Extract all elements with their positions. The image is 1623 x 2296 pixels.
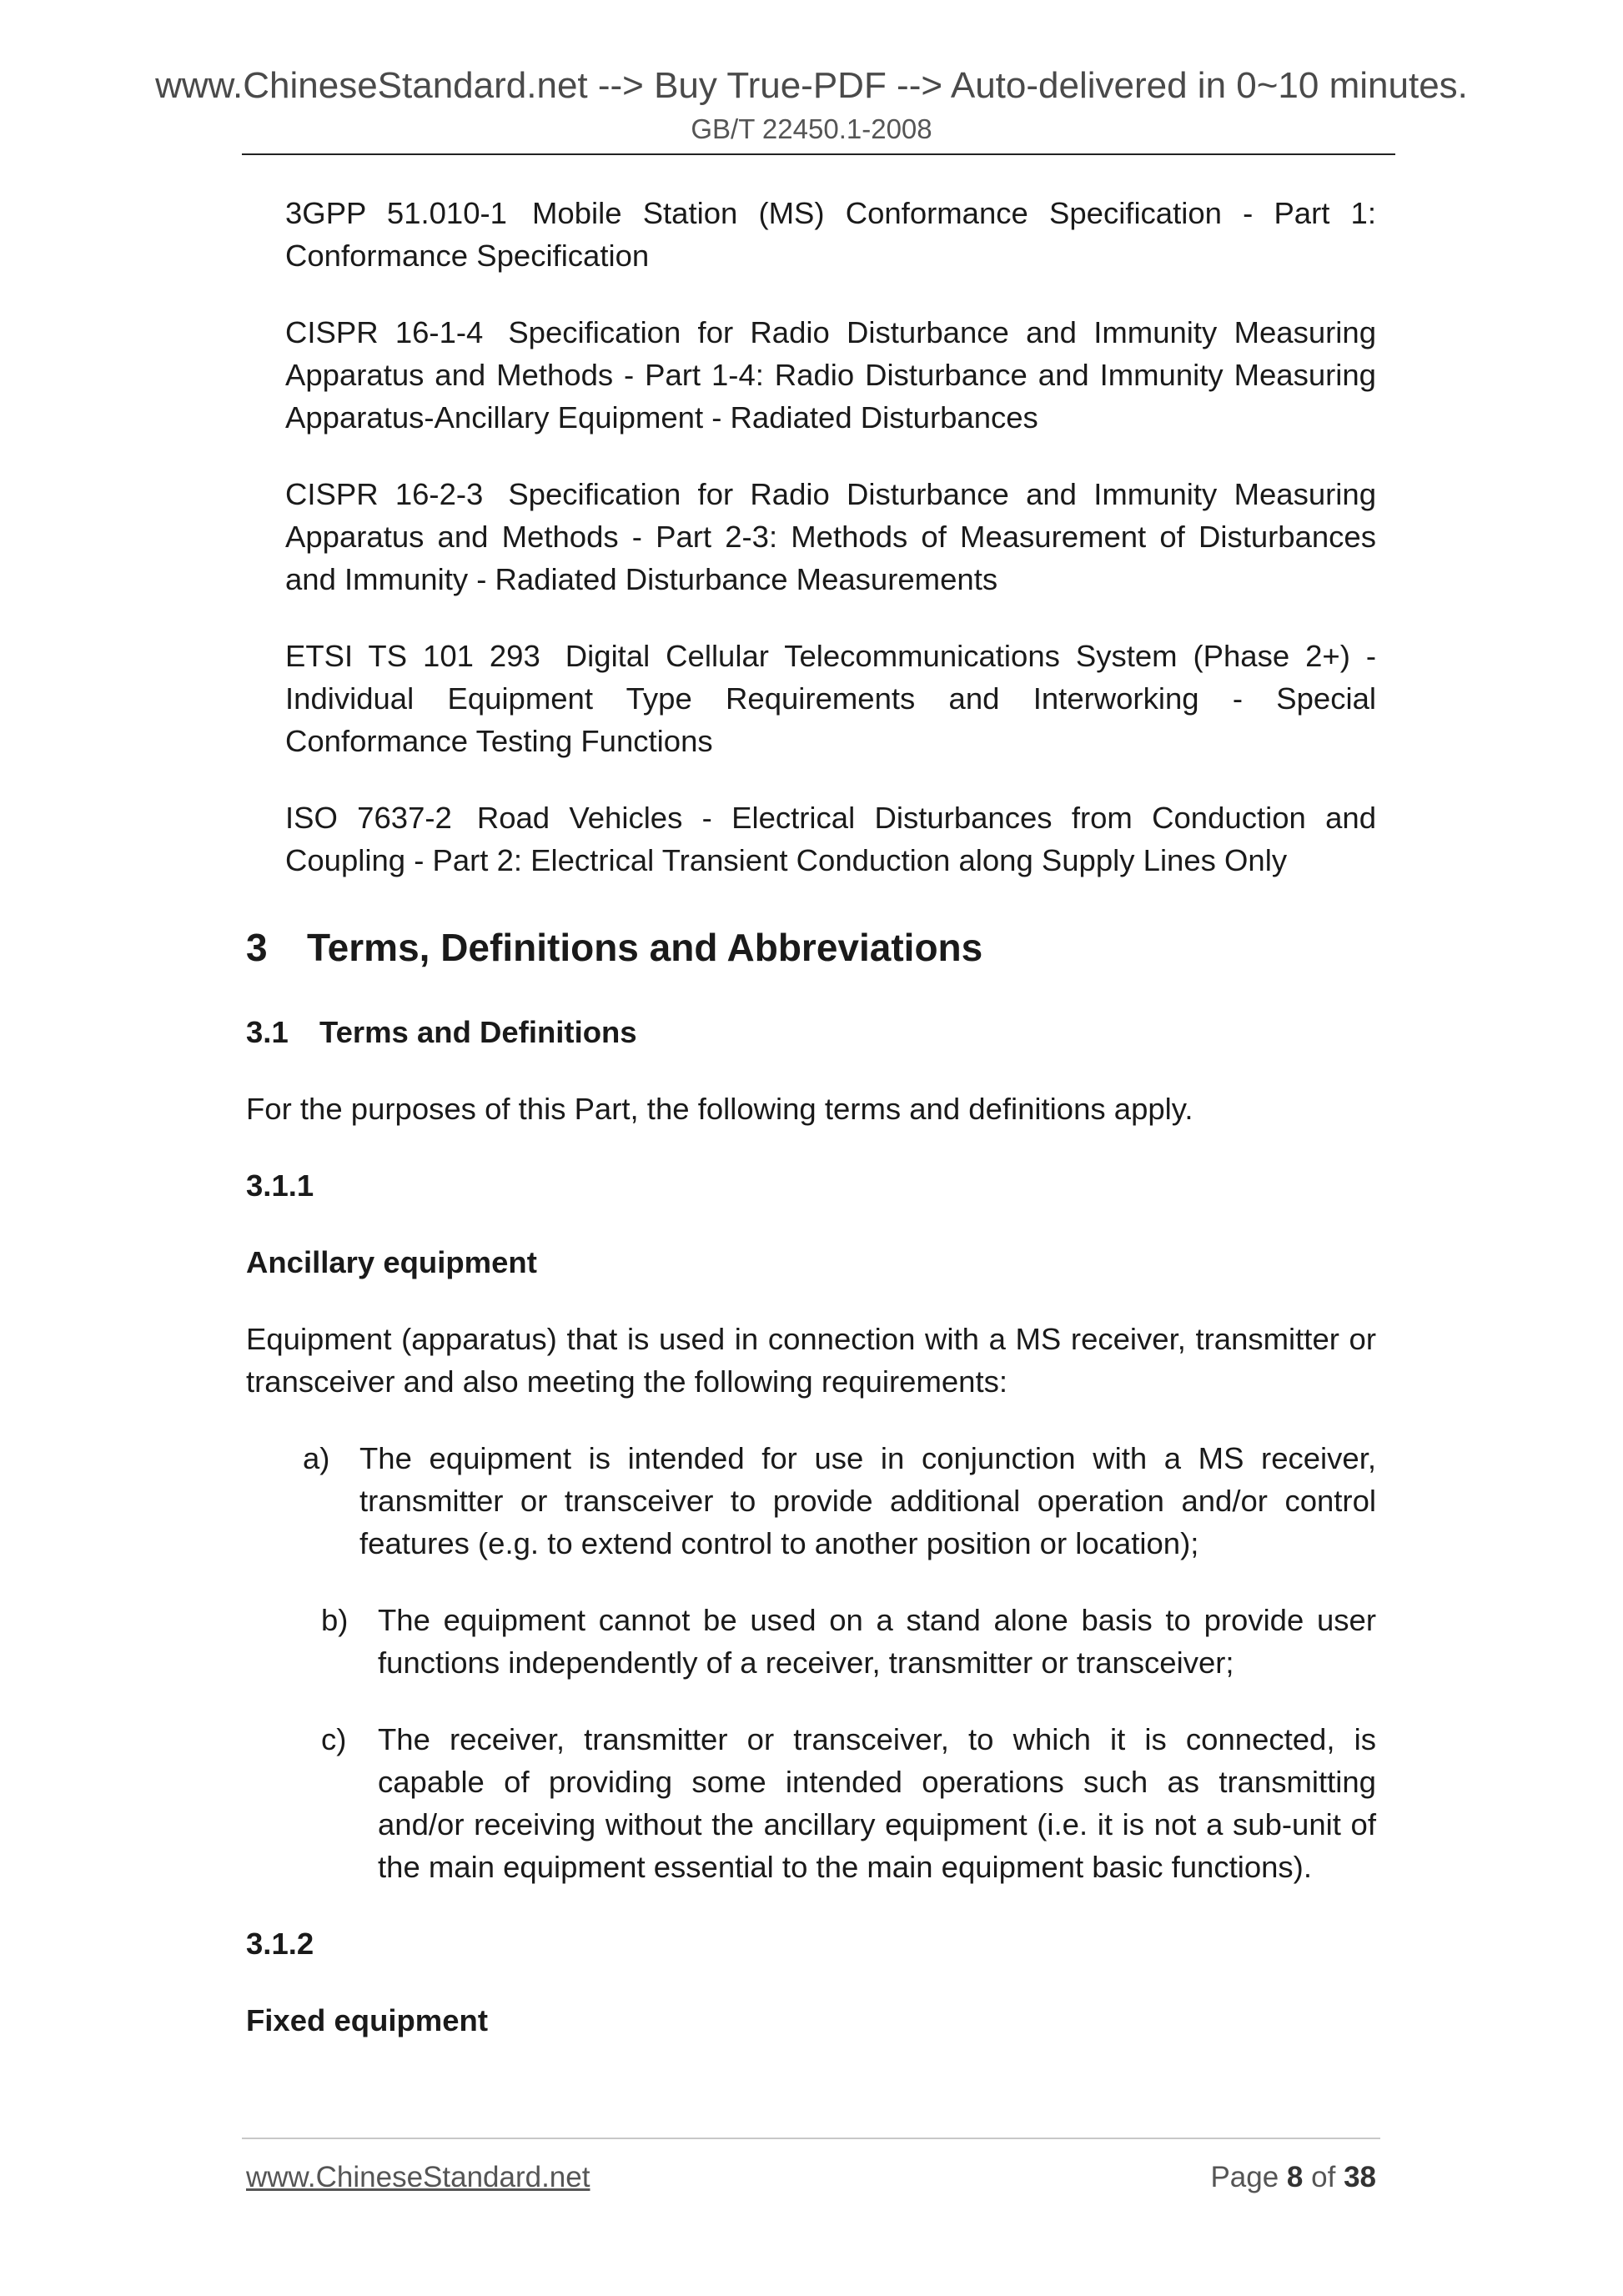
reference-entry [285,311,1376,439]
reference-entry [285,192,1376,277]
requirement-item [246,1718,1376,1888]
section-heading [246,922,1376,972]
header-standard-number: GB/T 22450.1-2008 [691,113,932,144]
page-header [0,63,1623,147]
reference-title: Specification for Radio Disturbance and Immunity Measuring Apparatus and Methods - Part 2-3: Methods of Measurement of Disturbances and Immunity - Radiated Disturbance Measurements [285,477,1376,596]
reference-code: 3GPP 51.010-1 [285,196,507,230]
requirement-item [246,1437,1376,1565]
reference-title: Specification for Radio Disturbance and Immunity Measuring Apparatus and Methods - Part 1-4: Radio Disturbance and Immunity Measuring Apparatus-Ancillary Equipment - Radiated Disturbances [285,315,1376,435]
list-text: The equipment is intended for use in conjunction with a MS receiver, transmitter or transceiver to provide additional operation and/or control features (e.g. to extend control to another position or location); [359,1441,1376,1560]
requirement-item [246,1599,1376,1684]
section-title: Terms, Definitions and Abbreviations [307,926,983,969]
header-divider [242,153,1395,155]
reference-entry [285,796,1376,882]
reference-title: Mobile Station (MS) Conformance Specification - Part 1: Conformance Specification [285,196,1377,273]
page-label: Page [1210,2161,1279,2193]
list-text: The equipment cannot be used on a stand alone basis to provide user functions independently of a receiver, transmitter or transceiver; [378,1603,1376,1680]
page-indicator [1210,2161,1376,2194]
subsection-number: 3.1 [246,1015,289,1049]
list-marker: c) [321,1722,347,1756]
footer-site-link[interactable]: www.ChineseStandard.net [246,2161,590,2193]
reference-title: Road Vehicles - Electrical Disturbances from Conduction and Coupling - Part 2: Electrical Transient Conduction along Supply Lines Only [285,801,1377,877]
document-body [246,192,1376,2076]
term-number: 3.1.1 [246,1168,314,1203]
subsection-heading [246,1011,1376,1053]
term-name: Fixed equipment [246,2003,489,2037]
reference-code: CISPR 16-2-3 [285,477,484,511]
header-purchase-link[interactable]: www.ChineseStandard.net --> Buy True-PDF --> Auto-delivered in 0~10 minutes. [155,65,1468,106]
term-number: 3.1.2 [246,1927,314,1961]
reference-entry [285,635,1376,762]
subsection-intro: For the purposes of this Part, the following terms and definitions apply. [246,1092,1193,1126]
page-total: 38 [1344,2161,1376,2193]
term-definition: Equipment (apparatus) that is used in connection with a MS receiver, transmitter or transceiver and also meeting the following requirements: [246,1322,1376,1399]
list-text: The receiver, transmitter or transceiver, to which it is connected, is capable of providing some intended operations such as transmitting and/or receiving without the ancillary equipment (i.e. it is not a sub-unit of the main equipment essential to the main equipment basic functions). [378,1722,1376,1884]
reference-entry [285,473,1376,600]
term-name: Ancillary equipment [246,1245,537,1279]
reference-code: ISO 7637-2 [285,801,452,835]
section-number: 3 [246,926,268,969]
reference-title: Digital Cellular Telecommunications System (Phase 2+) - Individual Equipment Type Requirements and Interworking - Special Conformance Testing Functions [285,639,1376,758]
list-marker: a) [303,1441,330,1475]
subsection-title: Terms and Definitions [319,1015,637,1049]
reference-code: CISPR 16-1-4 [285,315,484,349]
page-of: of [1311,2161,1336,2193]
reference-code: ETSI TS 101 293 [285,639,540,673]
footer-divider [242,2138,1380,2139]
page-current: 8 [1286,2161,1304,2193]
list-marker: b) [321,1603,349,1637]
